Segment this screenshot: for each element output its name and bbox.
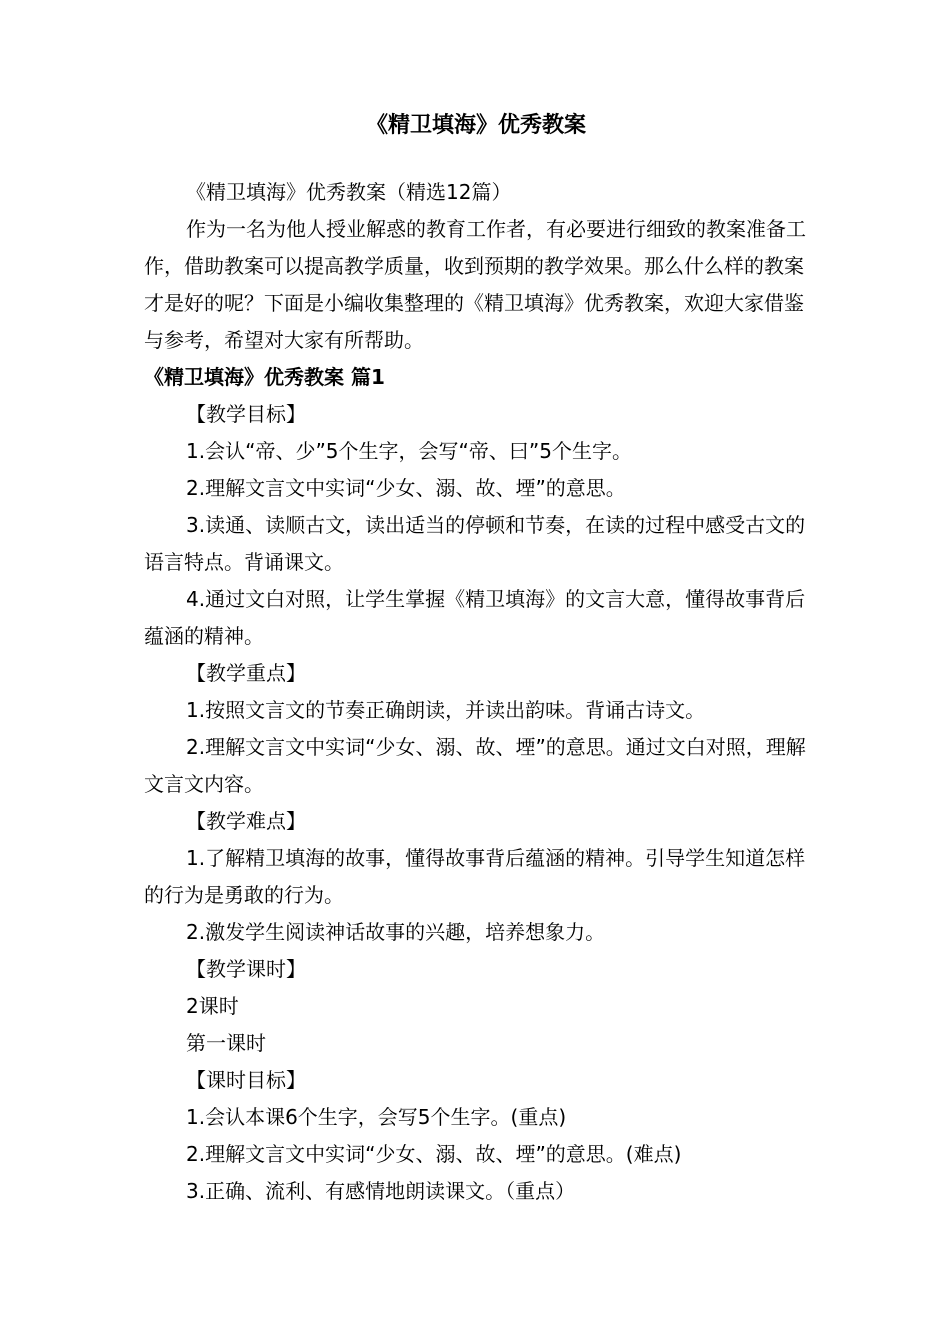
first-lesson-label: 第一课时 <box>186 1031 266 1055</box>
key-points-heading: 【教学重点】 <box>186 661 306 685</box>
subtitle: 《精卫填海》优秀教案（精选12篇） <box>186 180 512 204</box>
lesson-goal-item: 1.会认本课6个生字，会写5个生字。(重点) <box>186 1105 567 1129</box>
goal-item: 4.通过文白对照，让学生掌握《精卫填海》的文言大意，懂得故事背后蕴涵的精神。 <box>144 587 806 648</box>
hours-value: 2课时 <box>186 994 239 1018</box>
document-page <box>144 108 808 1210</box>
key-point-item: 2.理解文言文中实词“少女、溺、故、堙”的意思。通过文白对照，理解文言文内容。 <box>144 735 806 796</box>
document-title: 《精卫填海》优秀教案 <box>365 113 586 138</box>
goal-item: 3.读通、读顺古文，读出适当的停顿和节奏，在读的过程中感受古文的语言特点。背诵课文。 <box>144 513 806 574</box>
difficulty-item: 1.了解精卫填海的故事，懂得故事背后蕴涵的精神。引导学生知道怎样的行为是勇敢的行为。 <box>144 846 806 907</box>
hours-heading: 【教学课时】 <box>186 957 306 981</box>
key-point-item: 1.按照文言文的节奏正确朗读，并读出韵味。背诵古诗文。 <box>186 698 706 722</box>
difficulties-heading: 【教学难点】 <box>186 809 306 833</box>
lesson-goal-item: 3.正确、流利、有感情地朗读课文。（重点） <box>186 1179 576 1203</box>
section-heading: 《精卫填海》优秀教案 篇1 <box>144 365 385 389</box>
lesson-goals-heading: 【课时目标】 <box>186 1068 306 1092</box>
difficulty-item: 2.激发学生阅读神话故事的兴趣，培养想象力。 <box>186 920 606 944</box>
goal-item: 1.会认“帝、少”5个生字，会写“帝、曰”5个生字。 <box>186 439 632 463</box>
goal-item: 2.理解文言文中实词“少女、溺、故、堙”的意思。 <box>186 476 626 500</box>
lesson-goal-item: 2.理解文言文中实词“少女、溺、故、堙”的意思。(难点) <box>186 1142 682 1166</box>
intro-paragraph: 作为一名为他人授业解惑的教育工作者，有必要进行细致的教案准备工作，借助教案可以提高教学质量，收到预期的教学效果。那么什么样的教案才是好的呢？下面是小编收集整理的《精卫填海》优秀教案，欢迎大家借鉴与参考，希望对大家有所帮助。 <box>144 217 806 352</box>
goals-heading: 【教学目标】 <box>186 402 306 426</box>
